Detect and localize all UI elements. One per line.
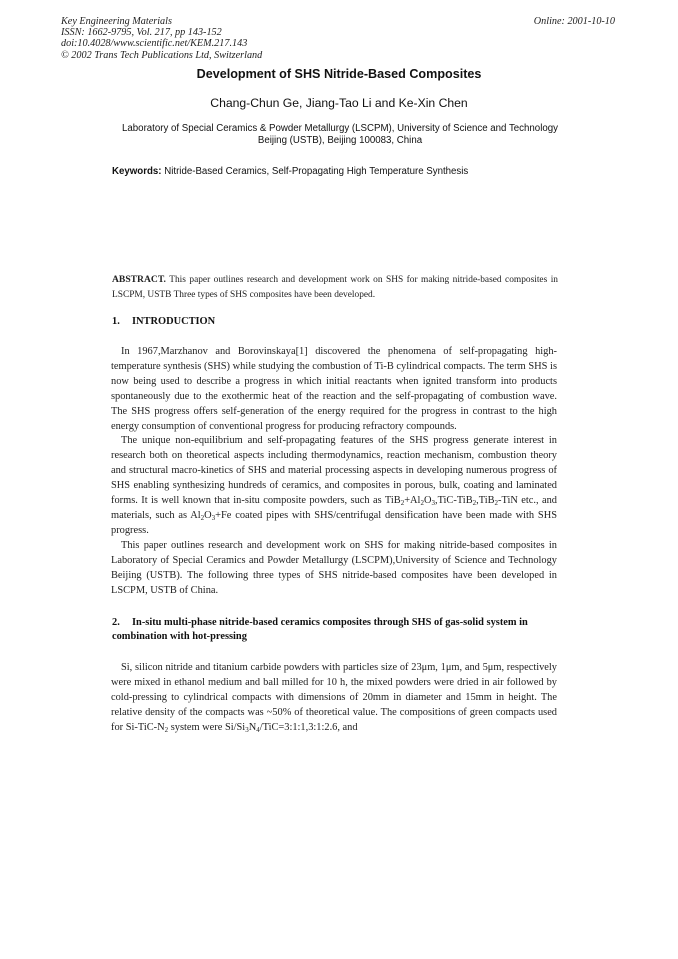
paragraph-2-text-a: The unique non-equilibrium and self-propagating features of the SHS progress generate interest in research both on theoretical aspects including thermodynamics, reaction mechanism, combustion theory and structural macro-kinetics of SHS and material processing aspects in developing numerous progress of SHS enabling synthesizing hundreds of ceramics, and composites in porous, bulk, coating and laminated forms. It is well known that in-situ composite powders, such as bbox=[111, 435, 557, 507]
abstract-text: This paper outlines research and development work on SHS for making nitride-based composites in LSCPM, USTB Three types of SHS composites have been developed. bbox=[112, 275, 558, 300]
formula-system: $Si-TiC-N_2$ bbox=[125, 721, 169, 734]
paragraph-2-text-b: etc., and materials, such as bbox=[111, 495, 557, 521]
section-1-number: 1. bbox=[112, 316, 120, 327]
formula-ratio: $Si/Si_3N_4/TiC=3:1:1,3:1:2.6$ bbox=[224, 721, 338, 734]
section-2-text-b: system were bbox=[168, 721, 225, 733]
section-1-heading bbox=[112, 315, 558, 329]
paragraph-2-text-c: coated pipes with SHS/centrifugal densification have been made with SHS progress. bbox=[111, 509, 557, 536]
abstract-block bbox=[112, 272, 558, 303]
keywords-label: Keywords: bbox=[112, 166, 162, 177]
formula-composites: $TiB_2+Al_2O_3,TiC-TiB_2,TiB_2$-TiN bbox=[384, 495, 518, 508]
journal-header bbox=[61, 16, 262, 61]
section-2-heading bbox=[112, 616, 558, 644]
section-1-title: INTRODUCTION bbox=[132, 316, 216, 327]
paper-title: Development of SHS Nitride-Based Composites bbox=[196, 67, 482, 81]
section-1-body bbox=[111, 345, 557, 598]
paper-affiliation: Laboratory of Special Ceramics & Powder Metallurgy (LSCPM), University of Science and Technology Beijing (USTB), Beijing 100083, China bbox=[122, 123, 558, 146]
journal-name: Key Engineering Materials bbox=[61, 16, 172, 27]
section-2-paragraph-1 bbox=[111, 661, 557, 736]
section-2-text-a: Si, silicon nitride and titanium carbide powders with particles size of 23μm, 1μm, and 5μm, respectively were mixed in ethanol medium and ball milled for 10 h, the mixed powders were dried in air followed by cold-pressing to cylindrical compacts with dimensions of 20mm in diameter and 15mm in height. The relative density of the compacts was ~50% of theoretical value. The compositions of green compacts used for bbox=[111, 662, 557, 733]
journal-copyright: © 2002 Trans Tech Publications Ltd, Switzerland bbox=[61, 49, 263, 61]
abstract-label: ABSTRACT. bbox=[112, 274, 166, 285]
section-2-title: In-situ multi-phase nitride-based ceramics composites through SHS of gas-solid system in combination with hot-pressing bbox=[112, 617, 528, 642]
keywords-line bbox=[112, 166, 572, 177]
section-2-body bbox=[111, 661, 557, 736]
section-2-number: 2. bbox=[112, 617, 120, 628]
journal-issn: ISSN: 1662-9795, Vol. 217, pp 143-152 bbox=[61, 27, 222, 39]
section-2-text-c: , and bbox=[337, 721, 358, 733]
section-1-paragraph-2 bbox=[111, 434, 557, 538]
journal-doi: doi:10.4028/www.scientific.net/KEM.217.143 bbox=[61, 38, 248, 50]
paper-authors: Chang-Chun Ge, Jiang-Tao Li and Ke-Xin Chen bbox=[210, 96, 468, 110]
online-date: Online: 2001-10-10 bbox=[533, 16, 615, 27]
keywords-text: Nitride-Based Ceramics, Self-Propagating High Temperature Synthesis bbox=[164, 166, 469, 177]
section-1-paragraph-3: This paper outlines research and development work on SHS for making nitride-based composites in Laboratory of Special Ceramics and Powder Metallurgy (LSCPM),University of Science and Technology Beijing (USTB). The following three types of SHS nitride-based composites have been developed in LSCPM, USTB of China. bbox=[111, 539, 557, 596]
formula-al2o3-fe: $Al_2O_3+Fe$ bbox=[190, 509, 232, 522]
section-1-paragraph-1: In 1967,Marzhanov and Borovinskaya[1] discovered the phenomena of self-propagating high-temperature synthesis (SHS) while studying the combustion of Ti-B cylindrical compacts. The term SHS is now being used to describe a progress in which initial reactants when ignited transform into products spontaneously due to the exothermic heat of the reaction and the self-propagating of combustion wave. The SHS progress offers self-generation of the energy required for the progress in contrast to the high energy consumption of conventional progress for producing refractory compounds. bbox=[111, 346, 557, 432]
